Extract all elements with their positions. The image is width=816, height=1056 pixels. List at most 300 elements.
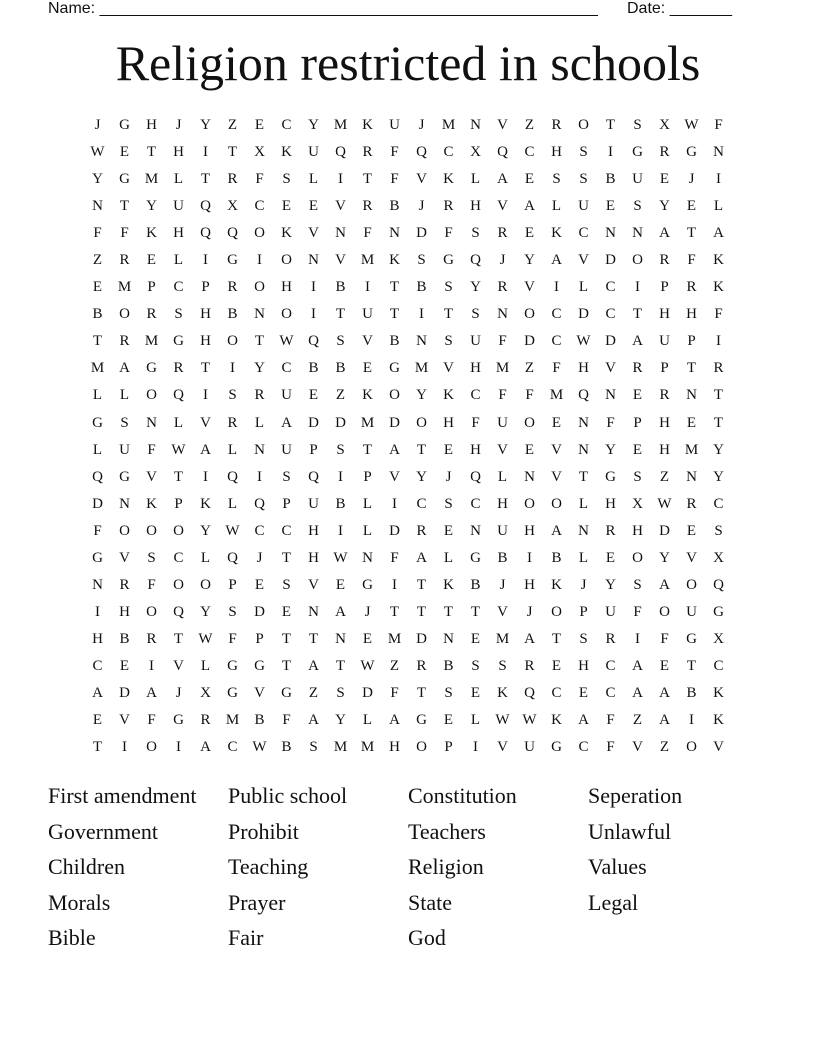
grid-letter: E	[551, 657, 562, 674]
grid-letter: R	[200, 712, 211, 729]
grid-letter: A	[659, 712, 670, 729]
grid-letter: P	[579, 603, 588, 620]
grid-letter: Y	[308, 117, 319, 134]
grid-letter: A	[632, 685, 643, 701]
grid-letter: G	[227, 252, 238, 269]
grid-letter: R	[497, 279, 508, 296]
grid-letter: C	[254, 522, 265, 539]
grid-letter: J	[418, 117, 425, 134]
grid-letter: Z	[389, 657, 400, 674]
grid-letter: A	[659, 225, 670, 242]
grid-letter: K	[443, 171, 454, 188]
grid-letter: V	[632, 739, 643, 756]
grid-letter: W	[90, 144, 105, 161]
grid-letter: R	[146, 630, 157, 647]
grid-letter: T	[551, 630, 562, 647]
grid-letter: T	[389, 603, 400, 620]
grid-letter: T	[443, 603, 454, 620]
grid-letter: R	[227, 414, 238, 431]
grid-letter: C	[578, 739, 589, 756]
grid-letter: R	[173, 360, 184, 377]
grid-letter: F	[606, 739, 615, 756]
grid-letter: P	[309, 441, 318, 458]
grid-letter: O	[551, 603, 562, 620]
grid-letter: L	[92, 387, 103, 404]
grid-letter: H	[524, 576, 535, 593]
grid-letter: B	[389, 198, 400, 215]
grid-letter: W	[360, 657, 375, 674]
grid-row	[84, 518, 732, 545]
grid-letter: K	[281, 225, 292, 242]
grid-row	[84, 653, 732, 680]
grid-row	[84, 247, 732, 274]
grid-letter: H	[443, 414, 454, 431]
grid-letter: B	[470, 576, 481, 593]
grid-letter: N	[605, 387, 616, 404]
grid-letter: Q	[227, 225, 238, 242]
grid-letter: C	[173, 279, 184, 296]
grid-letter: V	[200, 414, 211, 431]
grid-letter: F	[255, 171, 264, 188]
grid-letter: I	[257, 252, 262, 269]
grid-letter: R	[146, 306, 157, 323]
grid-letter: F	[390, 144, 399, 161]
grid-letter: I	[311, 306, 316, 323]
grid-letter: E	[686, 198, 697, 215]
grid-letter: F	[498, 333, 507, 350]
grid-letter: H	[308, 522, 319, 539]
grid-letter: B	[308, 360, 319, 377]
grid-letter: N	[308, 603, 319, 620]
grid-letter: S	[552, 171, 561, 188]
grid-letter: E	[632, 441, 643, 458]
grid-letter: Y	[524, 252, 535, 269]
grid-letter: G	[632, 144, 643, 161]
grid-letter: S	[579, 630, 588, 647]
grid-letter: N	[713, 144, 724, 161]
grid-letter: T	[146, 144, 157, 161]
grid-letter: L	[443, 549, 454, 566]
grid-letter: H	[470, 198, 481, 215]
grid-letter: K	[551, 225, 562, 242]
grid-letter: G	[281, 685, 292, 701]
grid-letter: G	[605, 468, 616, 485]
grid-letter: Z	[308, 685, 319, 701]
grid-letter: Y	[605, 576, 616, 593]
grid-letter: A	[551, 252, 562, 269]
grid-letter: L	[551, 198, 562, 215]
grid-letter: Q	[497, 144, 508, 161]
grid-letter: W	[495, 712, 510, 729]
grid-letter: I	[257, 468, 262, 485]
grid-letter: F	[147, 441, 156, 458]
grid-letter: V	[389, 468, 400, 485]
grid-letter: J	[499, 576, 506, 593]
grid-letter: O	[416, 739, 427, 756]
grid-letter: C	[578, 225, 589, 242]
grid-row	[84, 410, 732, 437]
grid-letter: A	[632, 333, 643, 350]
grid-letter: I	[473, 739, 478, 756]
grid-letter: A	[578, 712, 589, 729]
grid-letter: H	[173, 225, 184, 242]
grid-letter: P	[444, 739, 453, 756]
grid-letter: V	[308, 225, 319, 242]
grid-letter: L	[470, 171, 481, 188]
grid-row	[84, 626, 732, 653]
grid-row	[84, 274, 732, 301]
grid-letter: U	[497, 414, 508, 431]
grid-letter: A	[551, 522, 562, 539]
grid-letter: O	[146, 522, 157, 539]
grid-letter: Z	[524, 360, 535, 377]
grid-letter: V	[173, 657, 184, 674]
grid-letter: V	[578, 252, 589, 269]
grid-letter: O	[119, 522, 130, 539]
grid-letter: S	[417, 252, 426, 269]
grid-letter: P	[687, 333, 696, 350]
grid-letter: T	[416, 576, 427, 593]
grid-letter: Y	[200, 117, 211, 134]
grid-letter: F	[93, 225, 102, 242]
grid-letter: K	[497, 685, 508, 701]
grid-letter: N	[524, 468, 535, 485]
grid-letter: Y	[200, 603, 211, 620]
grid-letter: G	[470, 549, 481, 566]
grid-letter: C	[605, 279, 616, 296]
grid-letter: R	[659, 144, 670, 161]
grid-letter: S	[633, 576, 642, 593]
grid-letter: W	[522, 712, 537, 729]
grid-letter: X	[227, 198, 238, 215]
grid-letter: H	[605, 495, 616, 512]
grid-letter: L	[578, 495, 589, 512]
grid-letter: L	[362, 522, 373, 539]
grid-letter: V	[497, 603, 508, 620]
word-list-item: Children	[48, 854, 125, 880]
grid-letter: A	[308, 712, 319, 729]
grid-letter: T	[713, 387, 724, 404]
grid-letter: S	[147, 549, 156, 566]
grid-letter: H	[524, 522, 535, 539]
letter-grid	[84, 112, 732, 761]
grid-letter: Q	[254, 495, 265, 512]
grid-letter: E	[335, 576, 346, 593]
grid-letter: J	[445, 468, 452, 485]
grid-letter: A	[146, 685, 157, 701]
grid-letter: N	[632, 225, 643, 242]
grid-letter: O	[254, 279, 265, 296]
grid-letter: E	[686, 414, 697, 431]
grid-letter: U	[470, 333, 481, 350]
grid-row	[84, 328, 732, 355]
word-list-item: Teaching	[228, 854, 309, 880]
grid-letter: N	[578, 441, 589, 458]
grid-letter: G	[686, 144, 697, 161]
grid-letter: M	[387, 630, 402, 647]
grid-letter: V	[605, 360, 616, 377]
grid-letter: M	[117, 279, 132, 296]
grid-letter: L	[578, 549, 589, 566]
grid-letter: E	[470, 685, 481, 701]
grid-letter: F	[93, 522, 102, 539]
grid-letter: X	[254, 144, 265, 161]
grid-letter: O	[281, 306, 292, 323]
grid-letter: T	[362, 441, 373, 458]
grid-letter: A	[416, 549, 427, 566]
grid-letter: V	[335, 198, 346, 215]
grid-letter: E	[308, 387, 319, 404]
grid-row	[84, 572, 732, 599]
grid-letter: U	[362, 306, 373, 323]
grid-letter: Q	[92, 468, 103, 485]
word-list-item: Prayer	[228, 889, 286, 915]
grid-letter: S	[471, 306, 480, 323]
grid-letter: B	[335, 495, 346, 512]
grid-letter: F	[444, 225, 453, 242]
grid-letter: F	[606, 712, 615, 729]
grid-letter: J	[94, 117, 101, 134]
grid-letter: T	[119, 198, 130, 215]
grid-letter: K	[713, 712, 724, 729]
grid-letter: I	[554, 279, 559, 296]
grid-letter: C	[281, 117, 292, 134]
grid-letter: G	[173, 712, 184, 729]
grid-letter: B	[281, 739, 292, 756]
grid-letter: U	[308, 495, 319, 512]
grid-letter: O	[200, 576, 211, 593]
grid-letter: W	[225, 522, 240, 539]
grid-row	[84, 545, 732, 572]
grid-letter: H	[659, 441, 670, 458]
grid-letter: Y	[200, 522, 211, 539]
grid-letter: R	[524, 657, 535, 674]
grid-letter: C	[173, 549, 184, 566]
grid-letter: B	[605, 171, 616, 188]
grid-letter: T	[254, 333, 265, 350]
grid-letter: D	[254, 603, 265, 620]
grid-letter: A	[659, 685, 670, 701]
grid-letter: E	[632, 387, 643, 404]
grid-letter: G	[686, 630, 697, 647]
grid-letter: T	[362, 171, 373, 188]
grid-letter: M	[225, 712, 240, 729]
grid-letter: G	[416, 712, 427, 729]
grid-letter: E	[686, 522, 697, 539]
grid-row	[84, 112, 732, 139]
grid-letter: R	[605, 630, 616, 647]
word-list-item: First amendment	[48, 783, 197, 808]
grid-letter: D	[524, 333, 535, 350]
grid-letter: H	[659, 414, 670, 431]
grid-letter: O	[389, 387, 400, 404]
grid-letter: L	[497, 468, 508, 485]
grid-letter: K	[200, 495, 211, 512]
grid-letter: Q	[200, 198, 211, 215]
grid-letter: G	[227, 657, 238, 674]
grid-letter: N	[443, 630, 454, 647]
grid-letter: T	[92, 333, 103, 350]
grid-letter: F	[552, 360, 561, 377]
grid-letter: Y	[416, 468, 427, 485]
grid-letter: O	[524, 306, 535, 323]
grid-letter: A	[92, 685, 103, 701]
grid-letter: O	[254, 225, 265, 242]
grid-letter: X	[470, 144, 481, 161]
grid-letter: I	[716, 171, 721, 188]
grid-letter: S	[444, 685, 453, 701]
grid-letter: C	[551, 333, 562, 350]
grid-letter: V	[713, 739, 724, 756]
grid-letter: G	[92, 414, 103, 431]
grid-letter: U	[578, 198, 589, 215]
grid-letter: O	[551, 495, 562, 512]
grid-letter: V	[308, 576, 319, 593]
grid-letter: E	[281, 198, 292, 215]
grid-letter: E	[362, 360, 373, 377]
grid-letter: E	[470, 630, 481, 647]
grid-letter: L	[362, 495, 373, 512]
grid-letter: J	[526, 603, 533, 620]
grid-letter: E	[605, 549, 616, 566]
grid-letter: R	[632, 360, 643, 377]
grid-letter: A	[308, 657, 319, 674]
grid-letter: R	[362, 144, 373, 161]
grid-letter: G	[119, 468, 130, 485]
grid-letter: M	[495, 630, 510, 647]
grid-letter: T	[470, 603, 481, 620]
grid-letter: T	[227, 144, 238, 161]
grid-letter: L	[173, 252, 184, 269]
grid-letter: O	[227, 333, 238, 350]
grid-letter: D	[416, 630, 427, 647]
grid-letter: I	[392, 495, 397, 512]
grid-letter: V	[497, 441, 508, 458]
grid-letter: N	[92, 576, 103, 593]
grid-letter: Y	[659, 198, 670, 215]
grid-letter: C	[524, 144, 535, 161]
grid-letter: F	[660, 630, 669, 647]
grid-letter: G	[254, 657, 265, 674]
grid-letter: T	[281, 630, 292, 647]
grid-letter: S	[228, 603, 237, 620]
grid-letter: V	[497, 739, 508, 756]
grid-letter: Q	[173, 387, 184, 404]
grid-letter: P	[660, 360, 669, 377]
grid-letter: N	[497, 306, 508, 323]
grid-letter: A	[524, 630, 535, 647]
grid-letter: I	[527, 549, 532, 566]
grid-letter: N	[119, 495, 130, 512]
word-list-item: Values	[588, 854, 647, 880]
grid-letter: G	[713, 603, 724, 620]
grid-letter: E	[362, 630, 373, 647]
grid-letter: I	[392, 576, 397, 593]
grid-letter: T	[92, 739, 103, 756]
grid-letter: O	[173, 522, 184, 539]
grid-letter: N	[470, 117, 481, 134]
grid-letter: F	[147, 576, 156, 593]
grid-letter: M	[360, 739, 375, 756]
grid-letter: T	[281, 549, 292, 566]
grid-letter: D	[578, 306, 589, 323]
grid-letter: G	[119, 117, 130, 134]
grid-letter: P	[228, 576, 237, 593]
name-field-label: Name: ________________________________________________________	[48, 0, 598, 17]
grid-row	[84, 491, 732, 518]
grid-letter: S	[336, 685, 345, 701]
grid-letter: X	[632, 495, 643, 512]
grid-letter: T	[416, 441, 427, 458]
grid-letter: S	[444, 495, 453, 512]
grid-letter: V	[146, 468, 157, 485]
grid-letter: R	[119, 252, 130, 269]
grid-letter: V	[551, 468, 562, 485]
grid-letter: R	[659, 387, 670, 404]
grid-letter: A	[200, 441, 211, 458]
grid-letter: T	[335, 657, 346, 674]
grid-row	[84, 382, 732, 409]
grid-letter: C	[605, 685, 616, 701]
grid-row	[84, 707, 732, 734]
grid-letter: Z	[335, 387, 346, 404]
grid-letter: F	[282, 712, 291, 729]
grid-letter: E	[578, 685, 589, 701]
grid-letter: N	[335, 630, 346, 647]
grid-letter: E	[254, 576, 265, 593]
grid-letter: K	[713, 252, 724, 269]
grid-letter: Y	[92, 171, 103, 188]
grid-letter: B	[389, 333, 400, 350]
grid-letter: P	[363, 468, 372, 485]
grid-letter: H	[119, 603, 130, 620]
grid-letter: L	[470, 712, 481, 729]
grid-letter: E	[443, 441, 454, 458]
grid-letter: E	[92, 279, 103, 296]
grid-letter: W	[333, 549, 348, 566]
grid-letter: S	[471, 657, 480, 674]
grid-letter: S	[282, 468, 291, 485]
grid-letter: G	[92, 549, 103, 566]
grid-letter: Z	[92, 252, 103, 269]
grid-letter: Q	[524, 685, 535, 701]
grid-letter: G	[362, 576, 373, 593]
grid-letter: Z	[659, 468, 670, 485]
grid-letter: J	[175, 117, 182, 134]
grid-letter: D	[335, 414, 346, 431]
grid-letter: E	[659, 171, 670, 188]
grid-letter: T	[578, 468, 589, 485]
grid-row	[84, 301, 732, 328]
grid-letter: G	[146, 360, 157, 377]
grid-letter: L	[173, 414, 184, 431]
grid-letter: C	[605, 306, 616, 323]
grid-letter: N	[92, 198, 103, 215]
grid-row	[84, 220, 732, 247]
grid-letter: A	[119, 360, 130, 377]
grid-letter: C	[470, 495, 481, 512]
grid-letter: N	[254, 306, 265, 323]
grid-letter: L	[578, 279, 589, 296]
grid-letter: X	[200, 685, 211, 701]
grid-letter: B	[551, 549, 562, 566]
word-list-item: Religion	[408, 854, 484, 880]
grid-letter: U	[686, 603, 697, 620]
grid-letter: R	[659, 252, 670, 269]
grid-letter: Z	[632, 712, 643, 729]
grid-letter: Q	[308, 468, 319, 485]
grid-letter: C	[416, 495, 427, 512]
